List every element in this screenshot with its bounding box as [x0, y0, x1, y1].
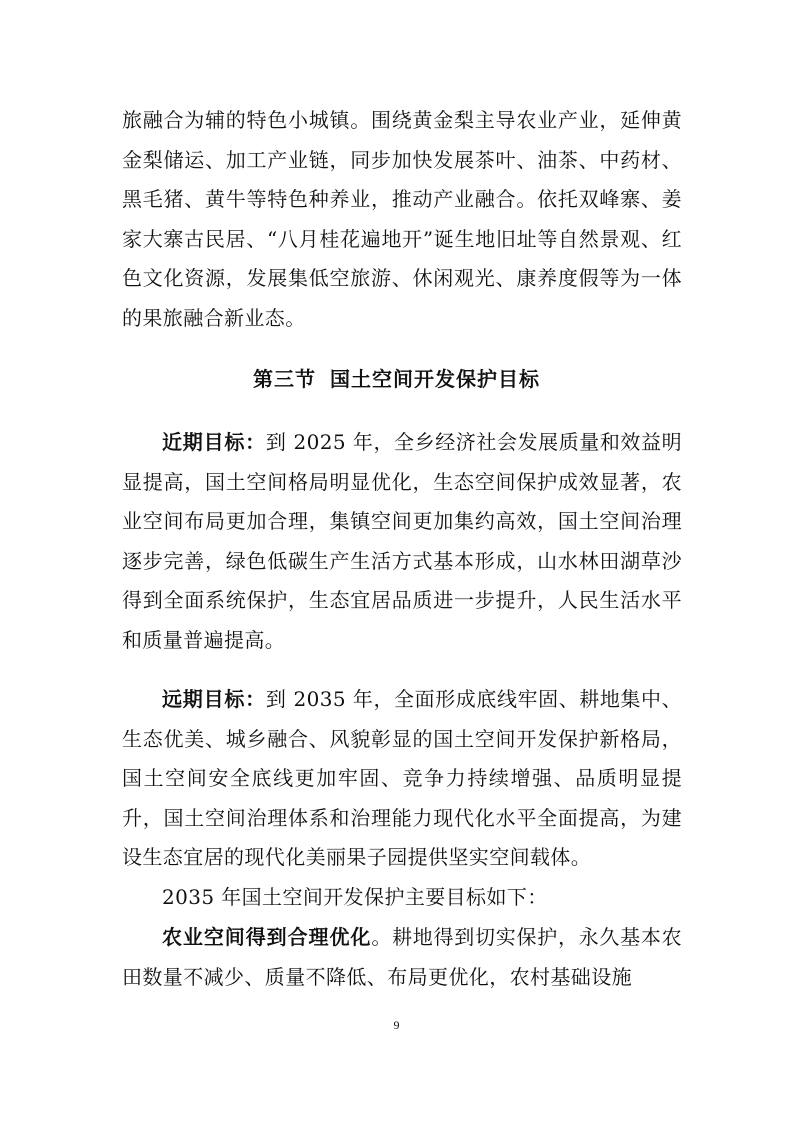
near-term-text: 到 2025 年，全乡经济社会发展质量和效益明显提高，国土空间格局明显优化，生态空间保护成效显著，农业空间布局更加合理，集镇空间更加集约高效，国土空间治理逐步完善，绿色低碳生产生活方式基本形成，山水林田湖草沙得到全面系统保护，生态宜居品质进一步提升，人民生活水平和质量普遍提高。	[122, 430, 682, 652]
intro-2035-text: 2035 年国土空间开发保护主要目标如下：	[162, 885, 548, 909]
section-heading	[0, 359, 793, 399]
page-number: 9	[393, 1018, 400, 1032]
paragraph-continuation	[122, 101, 682, 339]
paragraph-agriculture	[122, 918, 682, 997]
paragraph-near-term	[122, 423, 682, 661]
near-term-label: 近期目标：	[162, 430, 266, 454]
paragraph-intro-2035	[122, 878, 682, 918]
paragraph-long-term	[122, 680, 682, 878]
long-term-label: 远期目标：	[162, 687, 266, 711]
section-number: 第三节	[253, 367, 316, 391]
agriculture-text: 。耕地得到切实保护，永久基本农田数量不减少、质量不降低、布局更优化，农村基础设施	[122, 925, 683, 989]
agriculture-label: 农业空间得到合理优化	[162, 925, 372, 949]
section-title: 国土空间开发保护目标	[330, 367, 540, 391]
paragraph-continuation-text: 旅融合为辅的特色小城镇。围绕黄金梨主导农业产业，延伸黄金梨储运、加工产业链，同步加快发展茶叶、油茶、中药材、黑毛猪、黄牛等特色种养业，推动产业融合。依托双峰寨、姜家大寨古民居、“八月桂花遍地开”诞生地旧址等自然景观、红色文化资源，发展集低空旅游、休闲观光、康养度假等为一体的果旅融合新业态。	[122, 108, 682, 330]
long-term-text: 到 2035 年，全面形成底线牢固、耕地集中、生态优美、城乡融合、风貌彰显的国土空间开发保护新格局，国土空间安全底线更加牢固、竞争力持续增强、品质明显提升，国土空间治理体系和治理能力现代化水平全面提高，为建设生态宜居的现代化美丽果子园提供坚实空间载体。	[122, 687, 682, 870]
